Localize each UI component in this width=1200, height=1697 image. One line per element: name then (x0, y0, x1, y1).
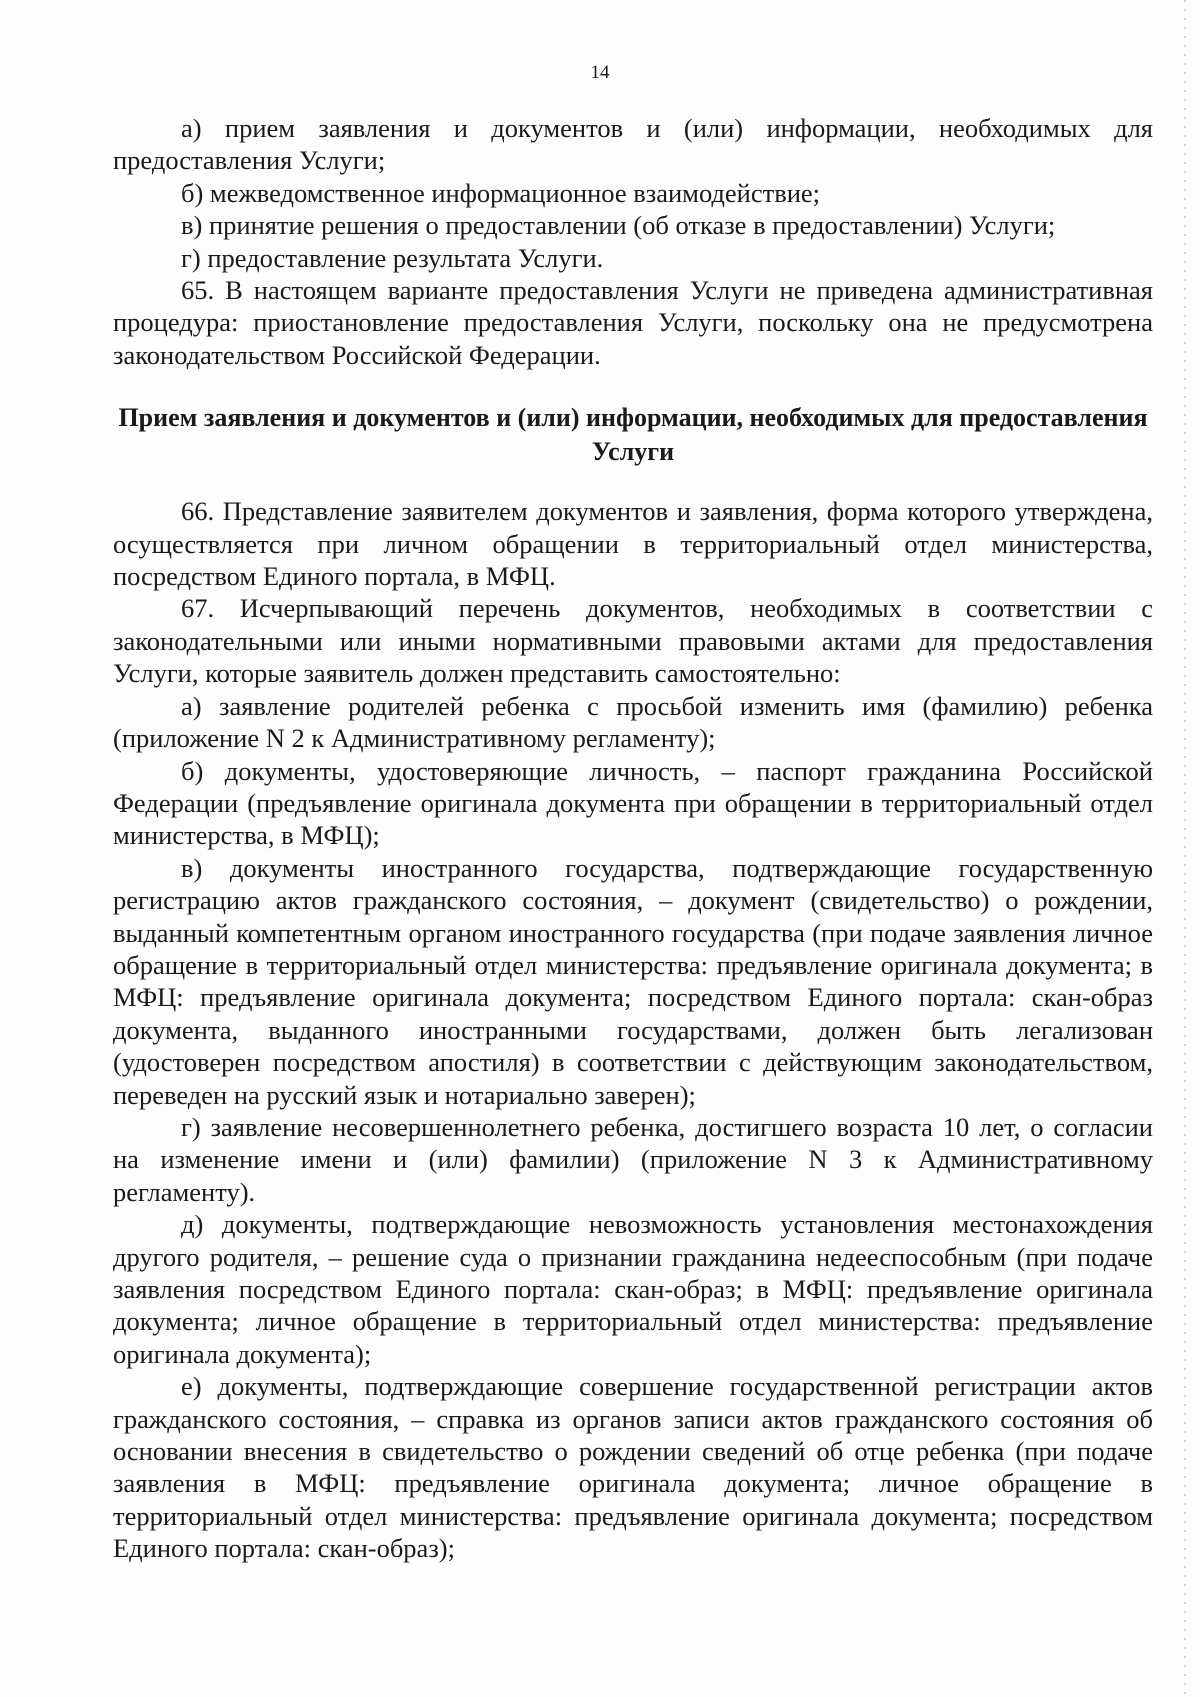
scan-edge-marks (1184, 0, 1186, 1697)
paragraph-65: 65. В настоящем варианте предоставления Услуги не приведена административная процедура: приостановление предоставления Услуги, поскольку она не предусмотрена законодательством Российской Федерации. (113, 275, 1153, 370)
section-heading: Прием заявления и документов и (или) информации, необходимых для предоставления Услуги (118, 403, 1148, 467)
paragraph-item-b: б) межведомственное информационное взаимодействие; (181, 177, 821, 208)
paragraph-67-item-a: а) заявление родителей ребенка с просьбой изменить имя (фамилию) ребенка (приложение N 2 к Административному регламенту); (113, 690, 1153, 754)
paragraph-67-item-d: д) документы, подтверждающие невозможность установления местонахождения другого родителя, – решение суда о признании гражданина недееспособным (при подаче заявления посредством Единого портала: скан-образ; в МФЦ: предъявление оригинала документа; личное обращение в территориальный отдел министерства: предъявление оригинала документа); (113, 1209, 1153, 1369)
document-body (113, 112, 1153, 1565)
paragraph-67-item-b: б) документы, удостоверяющие личность, – паспорт гражданина Российской Федерации (предъявление оригинала документа при обращении в территориальный отдел министерства, в МФЦ); (113, 755, 1153, 851)
paragraph-66: 66. Представление заявителем документов и заявления, форма которого утверждена, осуществляется при личном обращении в территориальный отдел министерства, посредством Единого портала, в МФЦ. (113, 496, 1153, 592)
paragraph-67: 67. Исчерпывающий перечень документов, необходимых в соответствии с законодательными или иными нормативными правовыми актами для предоставления Услуги, которые заявитель должен представить самостоятельно: (113, 593, 1153, 689)
paragraph-item-v: в) принятие решения о предоставлении (об отказе в предоставлении) Услуги; (181, 210, 1056, 241)
paragraph-item-a: а) прием заявления и документов и (или) информации, необходимых для предоставления Услуги; (113, 113, 1153, 176)
paragraph-item-g: г) предоставление результата Услуги. (181, 242, 604, 273)
paragraph-67-item-g: г) заявление несовершеннолетнего ребенка, достигшего возраста 10 лет, о согласии на изменение имени и (или) фамилии) (приложение N 3 к Административному регламенту). (113, 1111, 1153, 1207)
page-number: 14 (590, 62, 610, 83)
paragraph-67-item-v: в) документы иностранного государства, подтверждающие государственную регистрацию актов гражданского состояния, – документ (свидетельство) о рождении, выданный компетентным органом иностранного государства (при подаче заявления личное обращение в территориальный отдел министерства: предъявление оригинала документа; в МФЦ: предъявление оригинала документа; посредством Единого портала: скан-образ документа, выданного иностранными государствами, должен быть легализован (удостоверен посредством апостиля) в соответствии с действующим законодательством, переведен на русский язык и нотариально заверен); (113, 852, 1153, 1110)
paragraph-67-item-e: е) документы, подтверждающие совершение государственной регистрации актов гражданского состояния, – справка из органов записи актов гражданского состояния об основании внесения в свидетельство о рождении сведений об отце ребенка (при подаче заявления в МФЦ: предъявление оригинала документа; личное обращение в территориальный отдел министерства: предъявление оригинала документа; посредством Единого портала: скан-образ); (113, 1371, 1153, 1564)
